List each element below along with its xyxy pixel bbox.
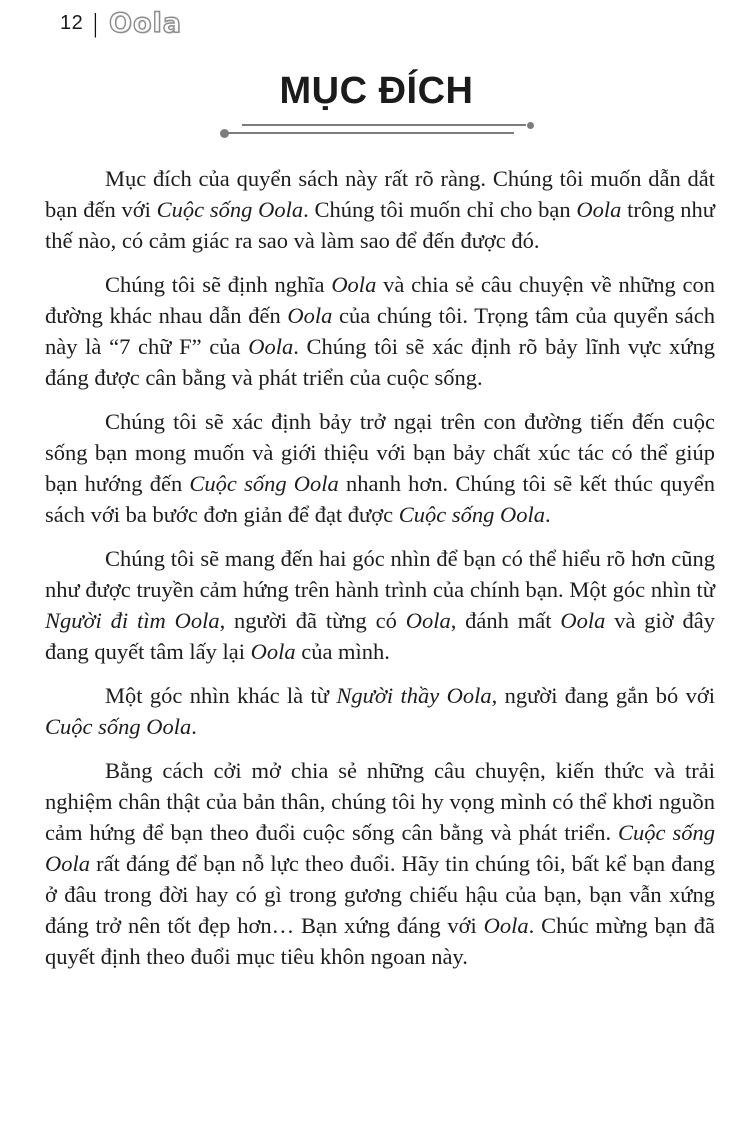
text-segment: nhanh hơn. Chúng tôi sẽ kết thúc quyển sách với ba bước đơn giản để đạt được (45, 471, 715, 527)
italic-phrase: Oola (483, 913, 529, 938)
running-header (60, 0, 753, 39)
paragraph (45, 406, 715, 530)
text-segment: , người đang gắn bó với (491, 683, 716, 708)
italic-phrase: Người đi tìm Oola (45, 608, 220, 633)
paragraph (45, 543, 715, 667)
text-segment: Một góc nhìn khác là từ (105, 683, 337, 708)
text-segment: . Chúng tôi sẽ xác định rõ bảy lĩnh vực xứng đáng được cân bằng và phát triển của cuộc sống. (45, 334, 715, 390)
divider-dot-left (220, 129, 229, 138)
italic-phrase: Cuộc sống Oola (45, 714, 192, 739)
divider-line-bottom (224, 132, 514, 134)
divider-dot-right (527, 122, 534, 129)
italic-phrase: Cuộc sống Oola (398, 502, 546, 527)
text-segment: Chúng tôi sẽ định nghĩa (105, 272, 332, 297)
italic-phrase: Oola (287, 303, 333, 328)
text-segment: và giờ đây đang quyết tâm lấy lại (45, 608, 716, 664)
text-segment: trông như thế nào, có cảm giác ra sao và làm sao để đến được đó. (45, 197, 716, 253)
text-segment: rất đáng để bạn nỗ lực theo đuổi. Hãy tin chúng tôi, bất kể bạn đang ở đâu trong đời hay có gì trong gương chiếu hậu của bạn, bạn vẫn xứng đáng trở nên tốt đẹp hơn… Bạn xứng đáng với (45, 851, 715, 938)
italic-phrase: Cuộc sống Oola (156, 197, 304, 222)
text-segment: . (191, 714, 197, 739)
paragraph (45, 269, 715, 393)
text-segment: . Chúc mừng bạn đã quyết định theo đuổi mục tiêu khôn ngoan này. (45, 913, 716, 969)
italic-phrase: Oola (250, 639, 296, 664)
text-segment: , đánh mất (450, 608, 561, 633)
title-divider (220, 122, 534, 138)
italic-phrase: Oola (576, 197, 622, 222)
text-segment: Chúng tôi sẽ mang đến hai góc nhìn để bạn có thể hiểu rõ hơn cũng như được truyền cảm hứng trên hành trình của chính bạn. Một góc nhìn từ (45, 546, 715, 602)
italic-phrase: Oola (405, 608, 451, 633)
italic-phrase: Oola (248, 334, 294, 359)
chapter-title: MỤC ĐÍCH (279, 70, 474, 112)
header-separator: | (93, 7, 98, 38)
text-segment: Chúng tôi sẽ xác định bảy trở ngại trên con đường tiến đến cuộc sống bạn mong muốn và giới thiệu với bạn bảy chất xúc tác có thể giúp bạn hướng đến (45, 409, 715, 496)
paragraph (45, 680, 715, 742)
text-segment: Bằng cách cởi mở chia sẻ những câu chuyện, kiến thức và trải nghiệm chân thật của bản thân, chúng tôi hy vọng mình có thể khơi nguồn cảm hứng để bạn theo đuổi cuộc sống cân bằng và phát triển. (45, 758, 715, 845)
text-segment: của mình. (295, 639, 390, 664)
text-segment: và chia sẻ câu chuyện về những con đường khác nhau dẫn đến (45, 272, 715, 328)
paragraph (45, 755, 715, 972)
text-segment: Mục đích của quyển sách này rất rõ ràng. Chúng tôi muốn dẫn dắt bạn đến với (45, 166, 715, 222)
text-segment: , người đã từng có (219, 608, 406, 633)
text-segment: . (545, 502, 551, 527)
italic-phrase: Cuộc sống Oola (45, 820, 715, 876)
italic-phrase: Oola (331, 272, 377, 297)
paragraph (45, 163, 715, 256)
oola-brand-logo: Oola (109, 7, 182, 39)
page-number: 12 (60, 11, 84, 34)
italic-phrase: Cuộc sống Oola (189, 471, 339, 496)
body-text (45, 163, 715, 972)
italic-phrase: Người thầy Oola (336, 683, 492, 708)
divider-line-top (242, 124, 526, 126)
text-segment: . Chúng tôi muốn chỉ cho bạn (303, 197, 577, 222)
text-segment: của chúng tôi. Trọng tâm của quyển sách này là “7 chữ F” của (45, 303, 715, 359)
italic-phrase: Oola (560, 608, 606, 633)
